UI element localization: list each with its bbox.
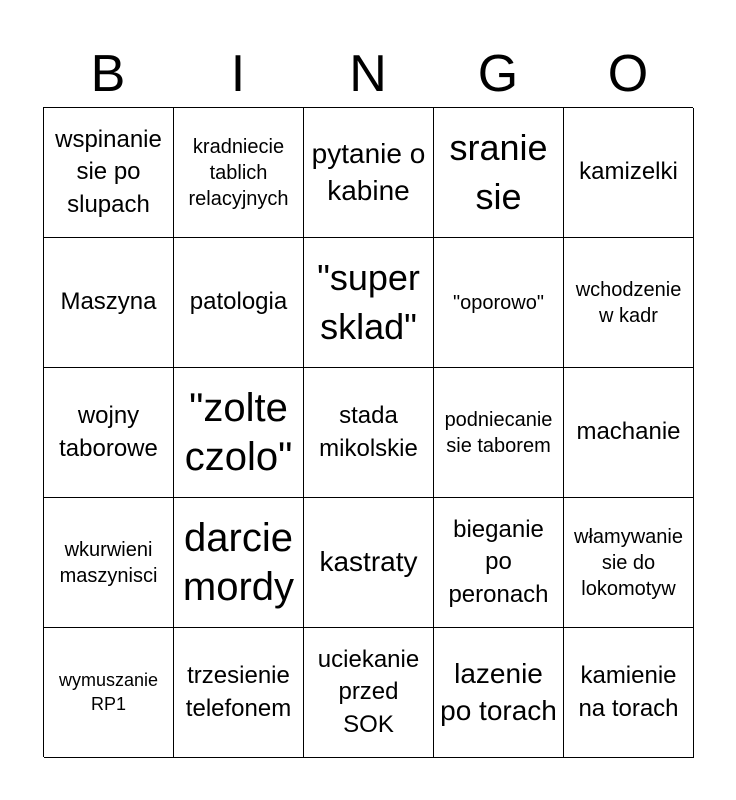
bingo-cell-text: trzesienie telefonem: [185, 662, 292, 722]
bingo-cell[interactable]: [44, 368, 174, 498]
bingo-cell-text: uciekanie przed SOK: [317, 645, 420, 738]
header-letter-i: I: [230, 45, 246, 103]
bingo-cell[interactable]: [434, 628, 564, 758]
bingo-cell-text: włamywanie sie do lokomotyw: [574, 525, 683, 600]
bingo-cell-text: Maszyna: [60, 288, 157, 316]
bingo-cell[interactable]: [304, 368, 434, 498]
bingo-cell[interactable]: [44, 498, 174, 628]
header-letter-b: B: [90, 45, 126, 103]
bingo-cell-text: kastraty: [319, 546, 418, 578]
bingo-cell-text: pytanie o kabine: [311, 138, 426, 206]
bingo-cell[interactable]: [564, 498, 694, 628]
bingo-cell[interactable]: [174, 628, 304, 758]
bingo-cell-text: patologia: [189, 288, 288, 316]
bingo-cell[interactable]: [44, 238, 174, 368]
bingo-cell-text: bieganie po peronach: [448, 515, 549, 608]
bingo-cell-text: darcie mordy: [182, 515, 295, 609]
bingo-cell-text: kamienie na torach: [578, 662, 679, 722]
bingo-cell[interactable]: [304, 108, 434, 238]
bingo-cell[interactable]: [434, 498, 564, 628]
bingo-cell-text: lazenie po torach: [440, 658, 557, 726]
bingo-cell-text: wspinanie sie po slupach: [55, 125, 162, 218]
bingo-cell-text: wkurwieni maszynisci: [59, 538, 158, 587]
bingo-cell-text: "zolte czolo": [184, 385, 293, 479]
bingo-cell[interactable]: [174, 238, 304, 368]
bingo-board: [43, 107, 693, 757]
header-letter-g: G: [477, 45, 519, 103]
bingo-cell-text: wymuszanie RP1: [58, 670, 159, 714]
bingo-cell[interactable]: [174, 498, 304, 628]
bingo-cell[interactable]: [564, 238, 694, 368]
bingo-cell[interactable]: [434, 368, 564, 498]
header-letter-n: N: [349, 45, 387, 103]
bingo-cell[interactable]: [434, 108, 564, 238]
bingo-cell[interactable]: [174, 368, 304, 498]
bingo-cell[interactable]: [304, 238, 434, 368]
header-letter-o: O: [607, 45, 649, 103]
bingo-cell[interactable]: [564, 108, 694, 238]
bingo-cell[interactable]: [564, 628, 694, 758]
bingo-cell-text: wojny taborowe: [59, 402, 158, 462]
bingo-cell[interactable]: [174, 108, 304, 238]
bingo-cell[interactable]: [44, 628, 174, 758]
bingo-cell[interactable]: [304, 498, 434, 628]
bingo-cell-text: "super sklad": [317, 256, 420, 347]
bingo-cell-text: kamizelki: [579, 158, 678, 186]
bingo-header: [43, 40, 693, 108]
bingo-cell-text: kradniecie tablich relacyjnych: [188, 135, 289, 210]
bingo-cell-text: sranie sie: [449, 126, 548, 217]
bingo-cell[interactable]: [44, 108, 174, 238]
bingo-cell[interactable]: [304, 628, 434, 758]
bingo-cell-text: wchodzenie w kadr: [575, 278, 682, 327]
bingo-cell-text: machanie: [576, 418, 681, 446]
bingo-cell-text: stada mikolskie: [319, 402, 418, 462]
bingo-cell[interactable]: [564, 368, 694, 498]
bingo-cell[interactable]: [434, 238, 564, 368]
bingo-cell-text: "oporowo": [453, 291, 544, 314]
bingo-cell-text: podniecanie sie taborem: [444, 408, 553, 457]
